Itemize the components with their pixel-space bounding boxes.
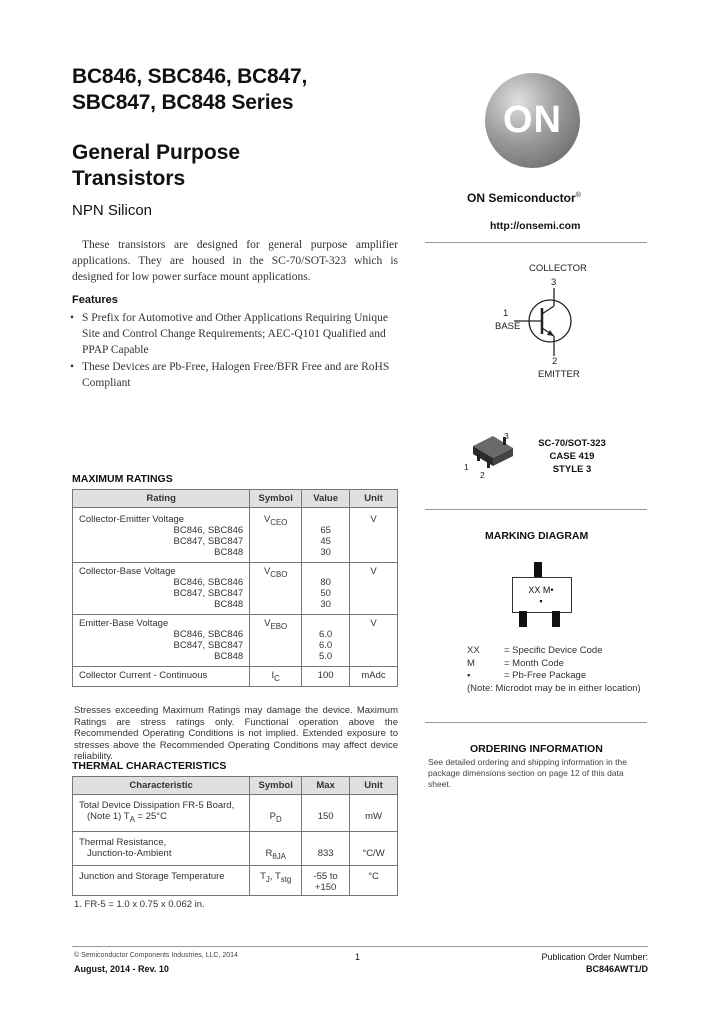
col-header: Unit [350,777,398,795]
package-case: CASE 419 [549,451,595,462]
table-header-row [73,777,398,795]
ordering-text: See detailed ordering and shipping information in the package dimensions section on page 12 of this data sheet. [428,757,627,789]
chip-lead [552,611,560,627]
feature-item: • These Devices are Pb-Free, Halogen Free/BFR Free and are RoHS Compliant [70,359,400,391]
document-subtitle [72,140,240,192]
features-heading: Features [72,294,118,306]
document-title [72,64,307,116]
stress-note: Stresses exceeding Maximum Ratings may damage the device. Maximum Ratings are stress ratings only. Functional operation above the Recommended Operating Conditions is not implied. Extended exposure to stresses above the Recommended Operating Conditions may affect device reliability. [74,705,398,762]
unit: °C [350,865,398,895]
col-header: Symbol [250,777,302,795]
divider [425,722,647,723]
max-ratings-heading: MAXIMUM RATINGS [72,473,173,485]
chip-code: XX M• [528,585,554,595]
legend-row [467,670,641,683]
legend-code: ▪ [467,670,471,682]
feature-item: • S Prefix for Automotive and Other Applications Requiring Unique Site and Control Change Requirements; AEC-Q101 Qualified and PPAP Capable [70,310,400,358]
symbol-sub: CBO [270,569,288,579]
ordering-heading: ORDERING INFORMATION [470,743,603,755]
char-line: Thermal Resistance, [79,836,167,848]
legend-row [467,658,641,671]
package-lead [477,454,480,461]
table-row [73,615,398,667]
legend-note: (Note: Microdot may be in either location) [467,682,641,694]
value: 50 [320,588,331,599]
unit: V [350,508,398,563]
char-line: Junction and Storage Temperature [73,865,250,895]
symbol: , T [269,870,281,882]
legend-row [467,645,641,658]
base-label: BASE [495,321,521,332]
col-header: Rating [73,490,250,508]
unit: °C/W [350,831,398,865]
symbol-sub: stg [280,874,292,884]
pin-2-label: 2 [552,356,558,367]
char-line: = 25°C [134,811,167,822]
symbol: V [263,566,271,577]
pin-1-label: 1 [503,308,509,319]
legend-code: XX [467,645,480,656]
value: 5.0 [318,651,333,662]
rating-variant: BC848 [214,547,244,558]
symbol: T [260,870,266,882]
subtitle-line-2: Transistors [72,167,186,190]
col-header: Max [302,777,350,795]
rating-variant: BC846, SBC846 [173,525,244,536]
title-line-1: BC846, SBC846, BC847, [72,65,308,88]
col-header: Characteristic [73,777,250,795]
package-pin-1: 1 [464,462,469,472]
unit: mW [350,795,398,832]
package-style: STYLE 3 [552,464,592,475]
unit: V [350,563,398,615]
registered-mark: ® [575,192,581,199]
rating-variant: BC848 [214,599,244,610]
legend-desc: = Pb-Free Package [504,670,587,682]
rating-name: Emitter-Base Voltage [79,618,169,629]
max-value: 833 [302,831,350,865]
value: 6.0 [318,629,333,640]
char-line: Total Device Dissipation FR-5 Board, [79,800,235,811]
value: 100 [302,667,350,687]
marking-legend [467,645,641,695]
footnote: 1. FR-5 = 1.0 x 0.75 x 0.062 in. [74,899,205,910]
max-value: 150 [302,795,350,832]
divider [425,242,647,243]
intro-paragraph: These transistors are designed for general purpose amplifier applications. They are housed in the SC-70/SOT-323 which is designed for low power surface mount applications. [72,239,398,283]
value: 30 [320,547,331,558]
symbol: V [264,618,271,629]
col-header: Symbol [250,490,302,508]
subtitle-line-1: General Purpose [72,141,241,164]
char-sub: A [129,814,135,824]
marking-heading: MARKING DIAGRAM [485,530,589,542]
brand-name-text: ON Semiconductor [467,191,576,205]
package-pin-3: 3 [504,431,509,441]
features-list [70,310,400,392]
title-line-2: SBC847, BC848 Series [72,91,294,114]
divider [425,509,647,510]
table-row [73,865,398,895]
brand-name [467,191,581,205]
legend-desc: = Month Code [504,657,564,669]
char-line: Junction-to-Ambient [87,847,172,859]
chip-marking [512,585,570,607]
legend-code: M [467,657,475,669]
rating-variant: BC848 [214,651,244,662]
symbol: R [265,847,273,859]
max-ratings-table [72,489,398,687]
value: 80 [320,577,331,588]
footer-rule [72,946,648,947]
value: 65 [320,525,331,536]
col-header: Unit [350,490,398,508]
emitter-label: EMITTER [538,369,580,380]
page-number: 1 [355,952,361,962]
thermal-table [72,776,398,896]
value: 6.0 [318,640,333,651]
collector-label: COLLECTOR [529,263,587,274]
symbol-sub: CEO [270,517,288,527]
symbol: P [269,811,277,822]
rating-name: Collector-Base Voltage [79,566,176,577]
table-row [73,831,398,865]
revision-date: August, 2014 - Rev. 10 [74,964,169,974]
transistor-type: NPN Silicon [72,202,153,219]
legend-desc: = Specific Device Code [504,645,603,656]
table-row [73,667,398,687]
rating-variant: BC847, SBC847 [173,536,244,547]
emitter-arrow [547,330,554,336]
char-line: (Note 1) T [87,811,130,822]
website-link[interactable]: http://onsemi.com [490,220,581,232]
chip-lead [519,611,527,627]
package-info [532,437,612,476]
chip-lead [534,562,542,577]
on-logo-text: ON [503,99,562,141]
max-value: +150 [314,881,337,893]
table-row [73,508,398,563]
symbol-sub: EBO [270,621,288,631]
package-pin-2: 2 [480,470,485,480]
package-name: SC-70/SOT-323 [538,438,606,449]
publication-label: Publication Order Number: [541,952,648,962]
symbol: I [271,670,275,681]
rating-name: Collector-Emitter Voltage [79,514,185,525]
rating-variant: BC846, SBC846 [173,629,244,640]
symbol-sub: D [276,814,282,824]
package-illustration [463,432,518,476]
collector-line [542,306,554,314]
publication-number: BC846AWT1/D [585,964,648,974]
rating-variant: BC847, SBC847 [173,640,244,651]
table-header-row [73,490,398,508]
symbol-sub: J [265,874,270,884]
symbol: V [263,514,271,525]
chip-dot: ▪ [539,596,543,606]
col-header: Value [302,490,350,508]
table-row [73,795,398,832]
package-lead [487,460,490,468]
rating-name: Collector Current - Continuous [73,667,250,687]
rating-variant: BC846, SBC846 [173,577,244,588]
unit: V [350,615,398,667]
value: 30 [320,599,331,610]
table-row [73,563,398,615]
rating-variant: BC847, SBC847 [173,588,244,599]
value: 45 [320,536,331,547]
symbol-sub: C [274,673,280,683]
unit: mAdc [350,667,398,687]
pin-3-label: 3 [551,277,557,288]
copyright: © Semiconductor Components Industries, LLC, 2014 [74,952,238,959]
thermal-heading: THERMAL CHARACTERISTICS [72,760,227,772]
max-value: -55 to [313,870,338,882]
symbol-sub: θJA [272,851,286,861]
